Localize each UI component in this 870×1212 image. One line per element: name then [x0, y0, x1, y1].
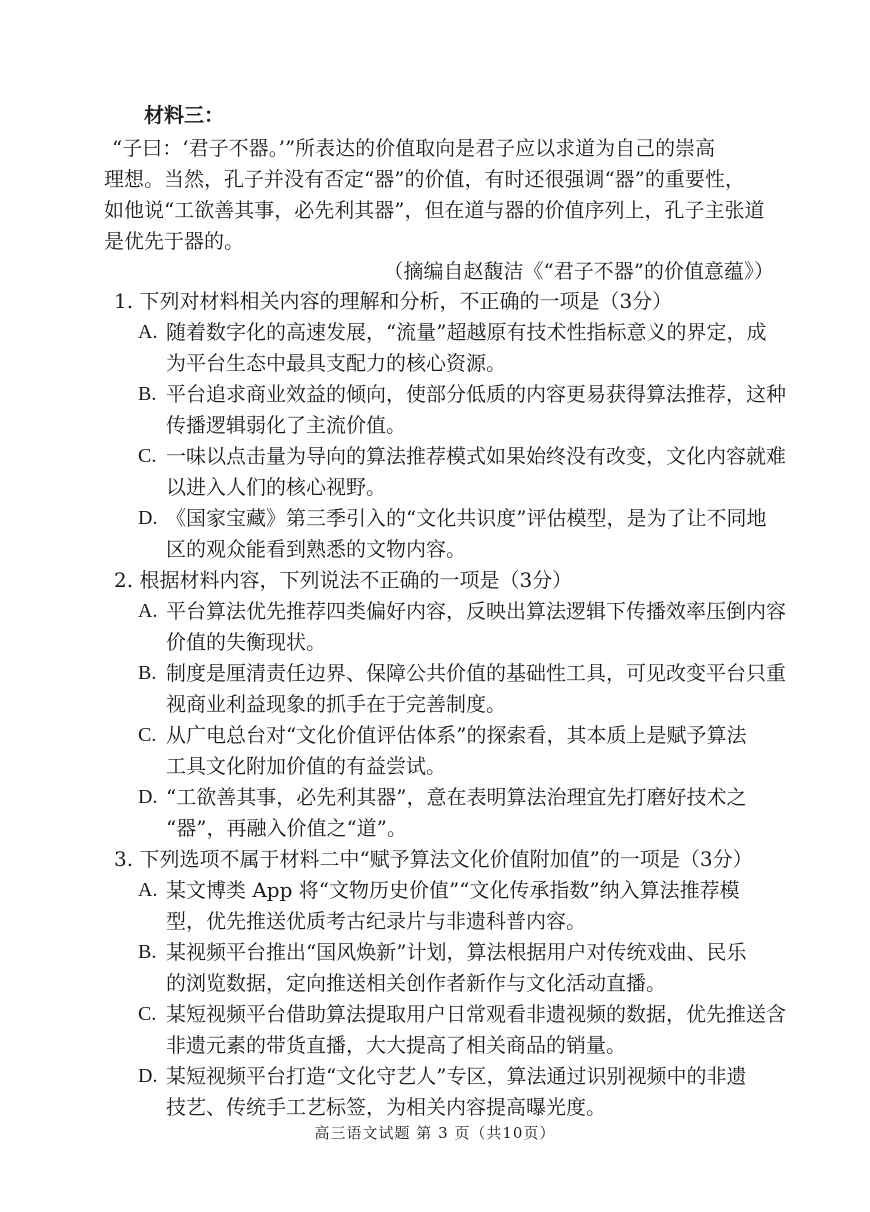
- option-letter: A.: [138, 321, 158, 343]
- option-letter: A.: [138, 879, 158, 901]
- option-letter: D.: [138, 1065, 158, 1087]
- option-letter: B.: [138, 662, 157, 684]
- option-letter: B.: [138, 941, 157, 963]
- option-b: [114, 379, 786, 441]
- option-text-line: 价值的失衡现状。: [166, 630, 326, 654]
- option-text-line: 某短视频平台借助算法提取用户日常观看非遗视频的数据，优先推送含: [166, 1002, 786, 1026]
- option-d: [114, 782, 774, 844]
- option-letter: B.: [138, 383, 157, 405]
- question-3: [114, 844, 786, 1123]
- material-three-paragraph: [104, 133, 768, 257]
- option-c: [114, 720, 774, 782]
- option-b: [114, 937, 774, 999]
- option-a: [114, 317, 774, 379]
- page-footer: 高三语文试题 第 3 页（共10页）: [314, 1124, 556, 1142]
- option-c: [114, 999, 786, 1061]
- option-b: [114, 658, 786, 720]
- option-c: [114, 441, 786, 503]
- option-text-line: 从广电总台对“文化价值评估体系”的探索看，其本质上是赋予算法: [166, 723, 747, 747]
- option-letter: C.: [138, 1003, 157, 1025]
- option-d: [114, 503, 774, 565]
- option-text-line: 区的观众能看到熟悉的文物内容。: [166, 537, 466, 561]
- option-text-line: 随着数字化的高速发展，“流量”超越原有技术性指标意义的界定，成: [166, 320, 767, 344]
- material-three-heading: 材料三：: [144, 103, 224, 127]
- option-text-line: 平台算法优先推荐四类偏好内容，反映出算法逻辑下传播效率压倒内容: [166, 599, 786, 623]
- option-text-line: 非遗元素的带货直播，大大提高了相关商品的销量。: [166, 1033, 626, 1057]
- paragraph-line: 如他说“工欲善其事，必先利其器”，但在道与器的价值序列上，孔子主张道: [104, 198, 765, 222]
- option-text-line: 某文博类 App 将“文物历史价值”“文化传承指数”纳入算法推荐模: [166, 878, 740, 902]
- option-text-line: 技艺、传统手工艺标签，为相关内容提高曝光度。: [166, 1095, 606, 1119]
- question-list: [114, 286, 786, 1123]
- option-letter: A.: [138, 600, 158, 622]
- paragraph-line: “子曰：‘君子不器。’”所表达的价值取向是君子应以求道为自己的崇高: [112, 136, 716, 160]
- paragraph-line: 理想。当然，孔子并没有否定“器”的价值，有时还很强调“器”的重要性，: [104, 167, 745, 191]
- question-2: [114, 565, 786, 844]
- option-text-line: 制度是厘清责任边界、保障公共价值的基础性工具，可见改变平台只重: [166, 661, 786, 685]
- option-text-line: 的浏览数据，定向推送相关创作者新作与文化活动直播。: [166, 971, 666, 995]
- option-text-line: 《国家宝藏》第三季引入的“文化共识度”评估模型，是为了让不同地: [166, 506, 767, 530]
- option-text-line: 某视频平台推出“国风焕新”计划，算法根据用户对传统戏曲、民乐: [166, 940, 747, 964]
- option-text-line: 型，优先推送优质考古纪录片与非遗科普内容。: [166, 909, 586, 933]
- option-text-line: 平台追求商业效益的倾向，使部分低质的内容更易获得算法推荐，这种: [166, 382, 786, 406]
- option-letter: C.: [138, 724, 157, 746]
- option-text-line: 以进入人们的核心视野。: [166, 475, 386, 499]
- option-letter: C.: [138, 445, 157, 467]
- option-text-line: 某短视频平台打造“文化守艺人”专区，算法通过识别视频中的非遗: [166, 1064, 747, 1088]
- option-text-line: “器”，再融入价值之“道”。: [166, 816, 407, 840]
- option-text-line: 一味以点击量为导向的算法推荐模式如果始终没有改变，文化内容就难: [166, 444, 786, 468]
- paragraph-line: 是优先于器的。: [104, 229, 244, 253]
- option-d: [114, 1061, 774, 1123]
- option-text-line: 为平台生态中最具支配力的核心资源。: [166, 351, 506, 375]
- option-text-line: 工具文化附加价值的有益尝试。: [166, 754, 446, 778]
- option-letter: D.: [138, 786, 158, 808]
- option-text-line: “工欲善其事，必先利其器”，意在表明算法治理宜先打磨好技术之: [166, 785, 747, 809]
- question-stem: 2. 根据材料内容，下列说法不正确的一项是（3分）: [114, 568, 573, 592]
- question-1: [114, 286, 786, 565]
- source-citation: （摘编自赵馥洁《“君子不器”的价值意蕴》）: [383, 259, 774, 283]
- question-stem: 1. 下列对材料相关内容的理解和分析，不正确的一项是（3分）: [114, 289, 673, 313]
- question-stem: 3. 下列选项不属于材料二中“赋予算法文化价值附加值”的一项是（3分）: [114, 847, 753, 871]
- option-a: [114, 875, 774, 937]
- option-letter: D.: [138, 507, 158, 529]
- option-text-line: 视商业利益现象的抓手在于完善制度。: [166, 692, 506, 716]
- option-text-line: 传播逻辑弱化了主流价值。: [166, 413, 406, 437]
- option-a: [114, 596, 786, 658]
